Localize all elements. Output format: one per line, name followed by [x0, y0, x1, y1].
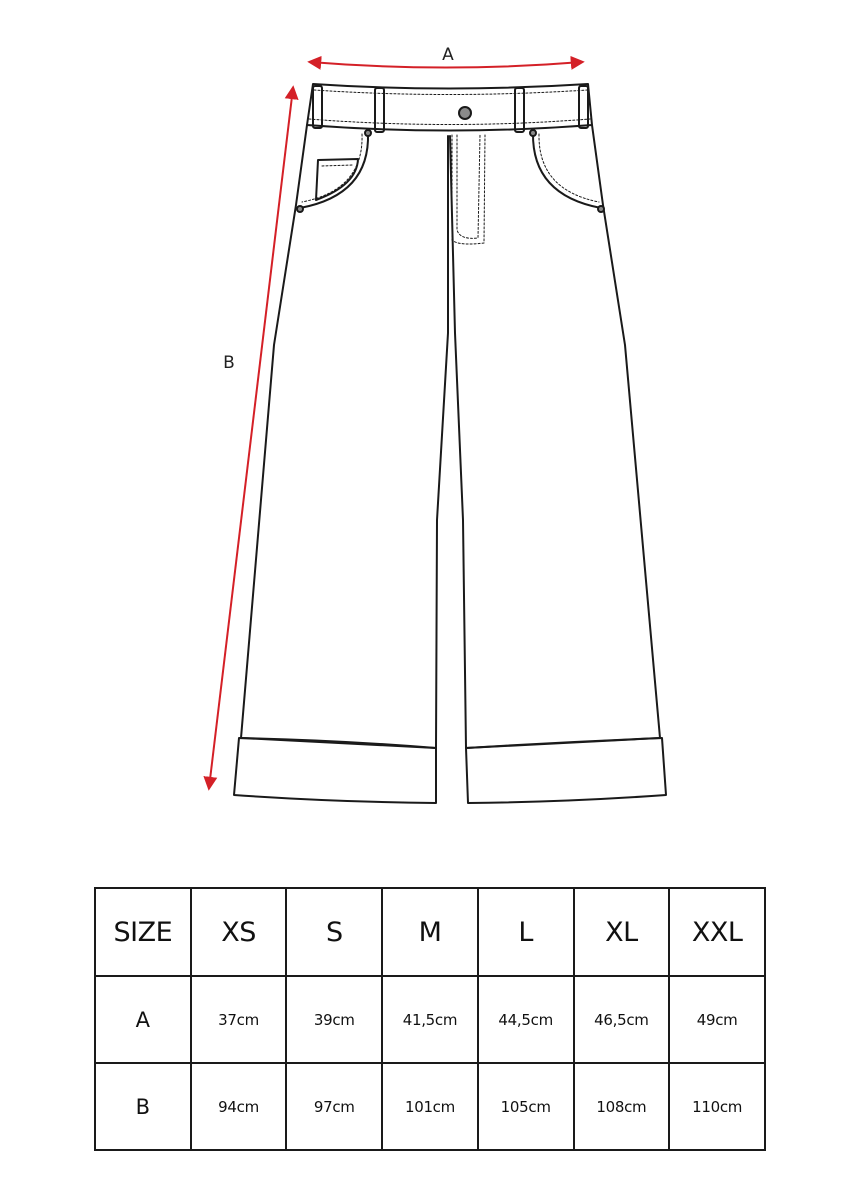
table-cell: 49cm — [669, 976, 765, 1063]
size-header-m: M — [382, 888, 478, 976]
fly-stitch — [457, 135, 480, 238]
right-leg — [450, 125, 660, 748]
table-cell: 37cm — [191, 976, 287, 1063]
table-cell: 41,5cm — [382, 976, 478, 1063]
rivet — [297, 206, 303, 212]
left-cuff — [234, 738, 436, 803]
size-header-l: L — [478, 888, 574, 976]
size-header-row — [95, 888, 765, 976]
size-header-xl: XL — [574, 888, 670, 976]
waistband-stitch-top — [314, 90, 587, 95]
size-header-xs: XS — [191, 888, 287, 976]
table-cell: 39cm — [286, 976, 382, 1063]
arrow-b — [209, 88, 293, 788]
rivet — [530, 130, 536, 136]
left-leg — [241, 125, 448, 748]
waistband — [307, 84, 592, 131]
left-pocket-opening — [300, 133, 368, 208]
right-pocket-stitch — [539, 134, 599, 202]
table-cell: 97cm — [286, 1063, 382, 1150]
right-cuff — [466, 738, 666, 803]
right-pocket-opening — [533, 133, 601, 208]
size-chart-table — [94, 887, 766, 1151]
rivet — [598, 206, 604, 212]
belt-loop — [375, 88, 384, 132]
table-cell: 94cm — [191, 1063, 287, 1150]
table-cell: 101cm — [382, 1063, 478, 1150]
belt-loop — [515, 88, 524, 132]
label-a: A — [442, 45, 454, 65]
table-row — [95, 1063, 765, 1150]
waist-button — [459, 107, 471, 119]
size-header-corner: SIZE — [95, 888, 191, 976]
rivet — [365, 130, 371, 136]
table-cell: 46,5cm — [574, 976, 670, 1063]
table-cell: 44,5cm — [478, 976, 574, 1063]
table-cell: 105cm — [478, 1063, 574, 1150]
belt-loop — [579, 86, 588, 128]
pants-outline — [234, 84, 666, 803]
row-label-b: B — [95, 1063, 191, 1150]
belt-loop — [313, 86, 322, 128]
size-header-s: S — [286, 888, 382, 976]
row-label-a: A — [95, 976, 191, 1063]
coin-pocket-stitch — [322, 165, 352, 166]
size-header-xxl: XXL — [669, 888, 765, 976]
table-cell: 110cm — [669, 1063, 765, 1150]
waistband-stitch-bottom — [309, 119, 590, 125]
label-b: B — [223, 353, 235, 373]
table-row — [95, 976, 765, 1063]
table-cell: 108cm — [574, 1063, 670, 1150]
